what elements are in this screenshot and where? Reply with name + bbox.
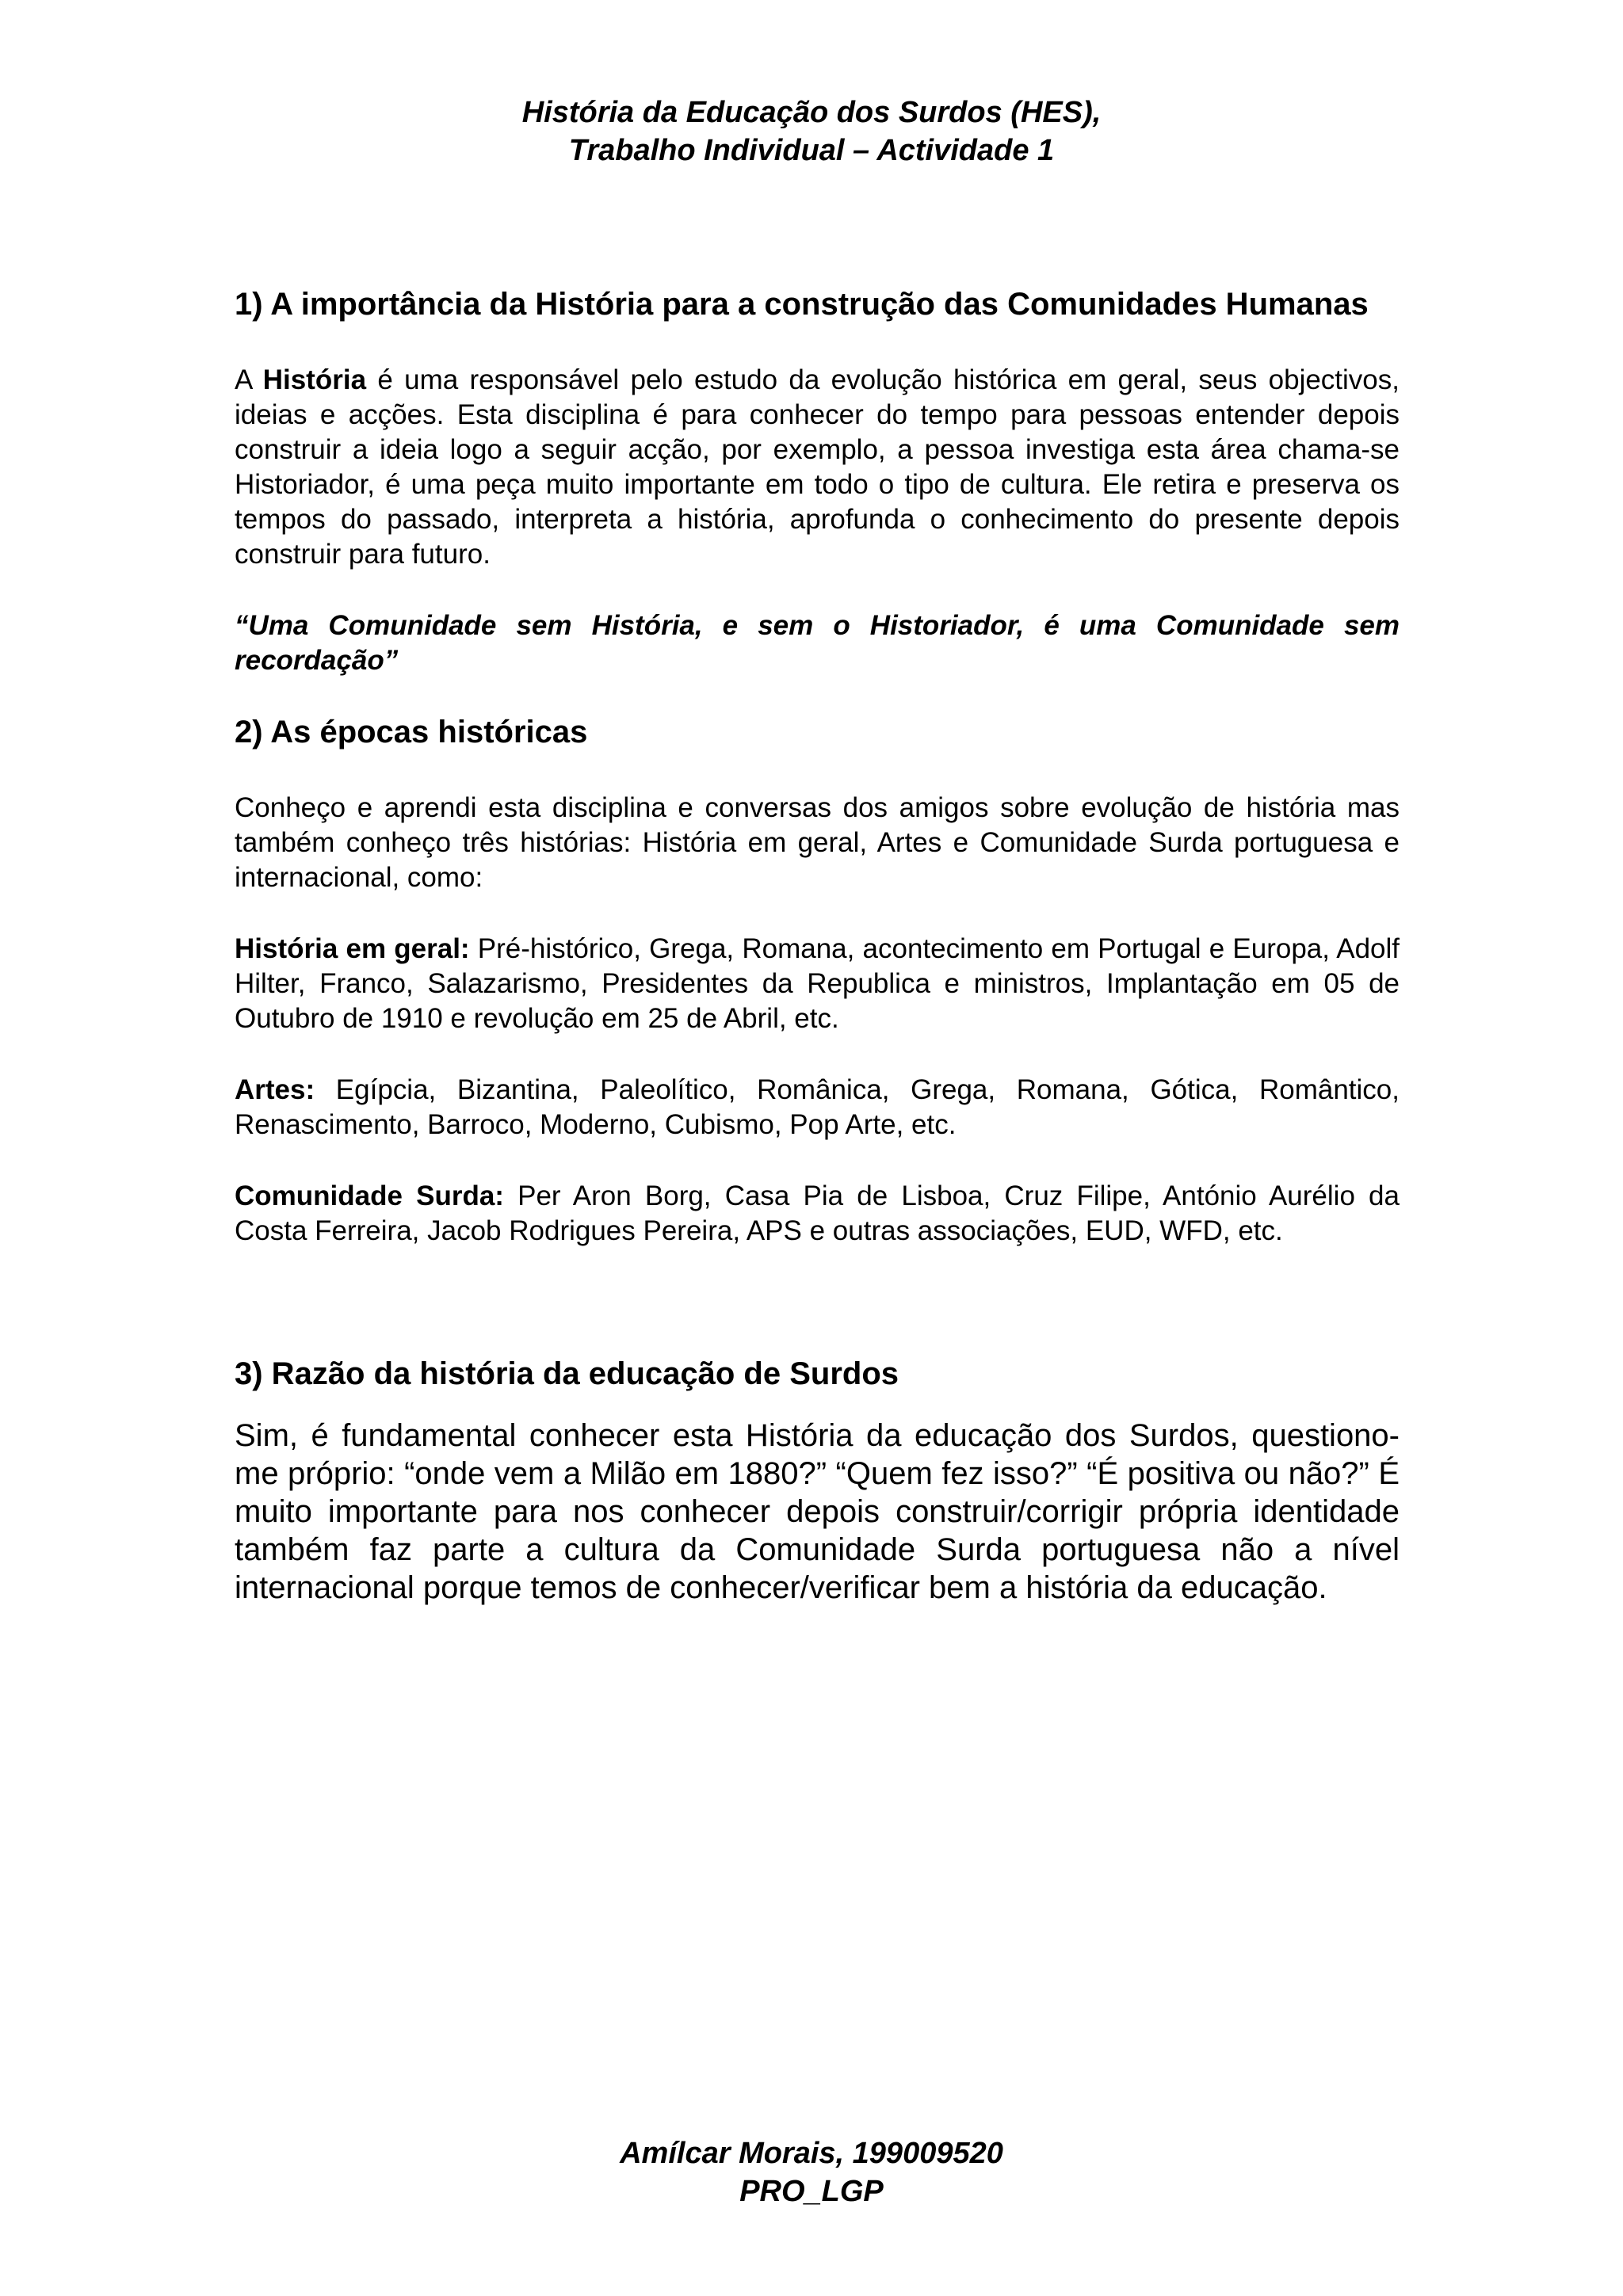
header-title-line1: História da Educação dos Surdos (HES), (521, 96, 1102, 129)
section1-bold-term: História (262, 364, 367, 395)
section2-surda-paragraph (235, 1179, 1400, 1249)
section2-geral-text: Pré-histórico, Grega, Romana, acontecimento em Portugal e Europa, Adolf Hilter, Franco, Salazarismo, Presidentes da Republica e ministros, Implantação em 05 de Outubro de 1910 e revolução em 25 de Abril, etc. (235, 933, 1400, 1034)
section2-artes-label: Artes: (235, 1074, 315, 1105)
document-header (0, 93, 1623, 170)
section1-text: é uma responsável pelo estudo da evolução histórica em geral, seus objectivos, ideias e acções. Esta disciplina é para conhecer do tempo para pessoas entender depois construir a ideia logo a seguir acção, por exemplo, a pessoa investiga esta área chama-se Historiador, é uma peça muito importante em todo o tipo de cultura. Ele retira e preserva os tempos do passado, interpreta a história, aprofunda o conhecimento do presente depois construir para futuro. (235, 364, 1400, 570)
document-footer (0, 2134, 1623, 2210)
section1-paragraph (235, 363, 1400, 572)
section3-heading: 3) Razão da história da educação de Surdos (235, 1356, 899, 1391)
section1-lead: A (235, 364, 263, 395)
section1-heading: 1) A importância da História para a construção das Comunidades Humanas (235, 287, 1369, 322)
section2-geral-label: História em geral: (235, 933, 470, 964)
section2-surda-text: Per Aron Borg, Casa Pia de Lisboa, Cruz Filipe, António Aurélio da Costa Ferreira, Jacob Rodrigues Pereira, APS e outras associações, EUD, WFD, etc. (235, 1180, 1400, 1246)
section2-heading: 2) As épocas históricas (235, 715, 588, 749)
section1-quote: “Uma Comunidade sem História, e sem o Historiador, é uma Comunidade sem recordação” (235, 610, 1400, 676)
footer-author: Amílcar Morais, 199009520 (620, 2137, 1003, 2170)
section2-artes-text: Egípcia, Bizantina, Paleolítico, Românica, Grega, Romana, Gótica, Romântico, Renascimento, Barroco, Moderno, Cubismo, Pop Arte, etc. (235, 1074, 1400, 1140)
header-title-line2: Trabalho Individual – Actividade 1 (568, 134, 1055, 167)
document-body (235, 285, 1400, 1607)
section3-paragraph: Sim, é fundamental conhecer esta História da educação dos Surdos, questiono-me próprio: “onde vem a Milão em 1880?” “Quem fez isso?” “É positiva ou não?” É muito importante para nos conhecer depois construir/corrigir própria identidade também faz parte a cultura da Comunidade Surda portuguesa não a nível internacional porque temos de conhecer/verificar bem a história da educação. (235, 1418, 1400, 1605)
section2-geral-paragraph (235, 932, 1400, 1036)
section2-artes-paragraph (235, 1073, 1400, 1142)
section2-surda-label: Comunidade Surda: (235, 1180, 504, 1211)
footer-course: PRO_LGP (739, 2175, 884, 2208)
section2-intro: Conheço e aprendi esta disciplina e conversas dos amigos sobre evolução de história mas também conheço três histórias: História em geral, Artes e Comunidade Surda portuguesa e internacional, como: (235, 792, 1400, 893)
